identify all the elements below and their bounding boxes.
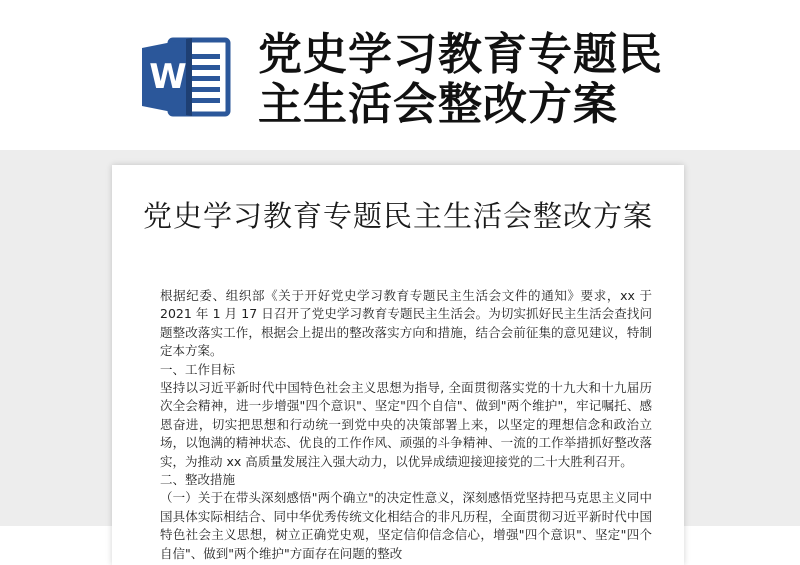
header-title: 党史学习教育专题民主生活会整改方案: [258, 29, 663, 130]
section-heading-measures: 二、整改措施: [160, 472, 236, 488]
paragraph-intro: 根据纪委、组织部《关于开好党史学习教育专题民主生活会文件的通知》要求，xx 于 2021 年 1 月 17 日召开了党史学习教育专题民主生活会。为切实抓好民主生活会查找问题整改落实工作，根据会上提出的整改落实方向和措施，结合会前征集的意见建议，特制定本方案。: [160, 288, 652, 359]
paragraph-goals: 坚持以习近平新时代中国特色社会主义思想为指导, 全面贯彻落实党的十九大和十九届历次全会精神，进一步增强"四个意识"、坚定"四个自信"、做到"两个维护"，牢记嘱托、感恩奋进，切实把思想和行动统一到党中央的决策部署上来，以坚定的理想信念和政治立场，以饱满的精神状态、优良的工作作风、顽强的斗争精神、一流的工作举措抓好整改落实，为推动 xx 高质量发展注入强大动力，以优异成绩迎接迎接党的二十大胜利召开。: [160, 380, 652, 469]
paragraph-measure-1: （一）关于在带头深刻感悟"两个确立"的决定性意义，深刻感悟党坚持把马克思主义同中国具体实际相结合、同中华优秀传统文化相结合的非凡历程，全面贯彻习近平新时代中国特色社会主义思想，树立正确党史观，坚定信仰信念信心，增强"四个意识"、坚定"四个自信"、做到"两个维护"方面存在问题的整改: [160, 490, 652, 561]
word-icon-letter: W: [149, 57, 187, 97]
word-icon: [140, 34, 232, 120]
document-page: [112, 165, 684, 565]
document-title: 党史学习教育专题民主生活会整改方案: [142, 199, 653, 233]
document-body: [160, 287, 652, 563]
section-heading-goals: 一、工作目标: [160, 361, 236, 377]
header: [0, 0, 800, 160]
